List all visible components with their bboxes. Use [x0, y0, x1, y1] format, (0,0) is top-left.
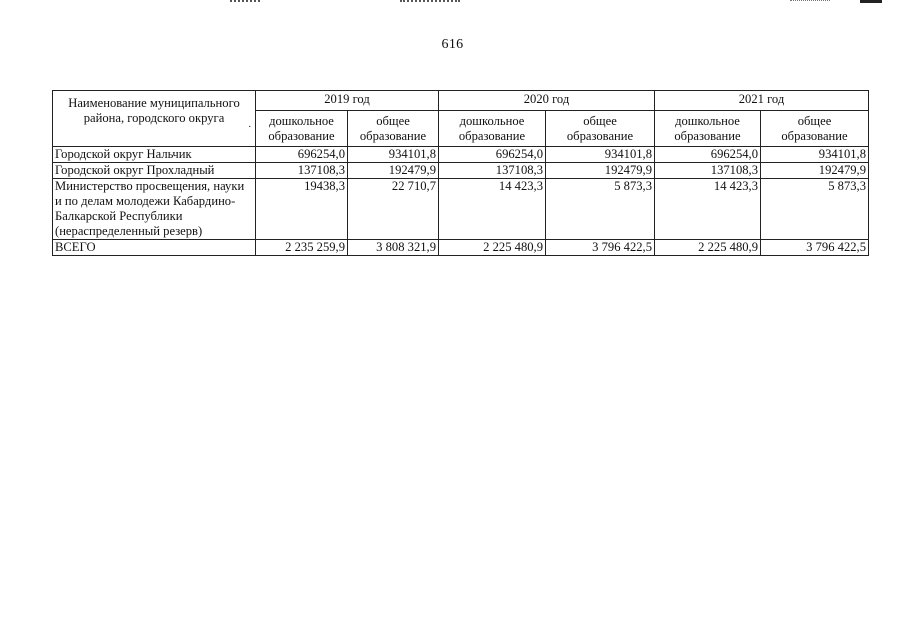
name-column-header-label: Наименование муниципального района, городского округа: [68, 96, 240, 125]
subheader-preschool: дошкольное образование: [256, 111, 348, 147]
name-column-header: [53, 91, 256, 147]
row-name: Городской округ Нальчик: [53, 147, 256, 163]
row-name: Министерство просвещения, науки и по делам молодежи Кабардино-Балкарской Республики (нераспределенный резерв): [53, 179, 256, 240]
table-header-row: [53, 91, 869, 111]
cell-value: 5 873,3: [546, 179, 655, 240]
cell-total: 2 225 480,9: [655, 240, 761, 256]
scan-artifact: [860, 0, 882, 3]
cell-value: 696254,0: [655, 147, 761, 163]
cell-value: 5 873,3: [761, 179, 869, 240]
cell-value: 137108,3: [655, 163, 761, 179]
subheader-preschool: дошкольное образование: [655, 111, 761, 147]
top-scan-artifacts: [0, 0, 905, 6]
cell-value: 192479,9: [761, 163, 869, 179]
subheader-general: общее образование: [348, 111, 439, 147]
cell-total: 3 808 321,9: [348, 240, 439, 256]
cell-value: 192479,9: [348, 163, 439, 179]
year-header-2019: 2019 год: [256, 91, 439, 111]
scan-artifact: [790, 0, 830, 2]
budget-table: [52, 90, 869, 256]
table-row: [53, 179, 869, 240]
cell-value: 14 423,3: [439, 179, 546, 240]
page-number: 616: [441, 37, 464, 52]
cell-total: 2 235 259,9: [256, 240, 348, 256]
cell-value: 137108,3: [439, 163, 546, 179]
subheader-general: общее образование: [761, 111, 869, 147]
cell-value: 934101,8: [761, 147, 869, 163]
cell-total: 3 796 422,5: [761, 240, 869, 256]
subheader-preschool: дошкольное образование: [439, 111, 546, 147]
cell-value: 192479,9: [546, 163, 655, 179]
year-header-2021: 2021 год: [655, 91, 869, 111]
subheader-general: общее образование: [546, 111, 655, 147]
cell-value: 934101,8: [546, 147, 655, 163]
row-name: Городской округ Прохладный: [53, 163, 256, 179]
scan-artifact: [400, 0, 460, 4]
cell-value: 22 710,7: [348, 179, 439, 240]
cell-value: 19438,3: [256, 179, 348, 240]
cell-total: 2 225 480,9: [439, 240, 546, 256]
cell-value: 14 423,3: [655, 179, 761, 240]
year-header-2020: 2020 год: [439, 91, 655, 111]
row-name-total: ВСЕГО: [53, 240, 256, 256]
table-total-row: [53, 240, 869, 256]
cell-value: 696254,0: [439, 147, 546, 163]
cell-value: 696254,0: [256, 147, 348, 163]
cell-total: 3 796 422,5: [546, 240, 655, 256]
table-row: [53, 147, 869, 163]
table-row: [53, 163, 869, 179]
scan-dot: .: [248, 119, 251, 130]
cell-value: 934101,8: [348, 147, 439, 163]
scan-artifact: [230, 0, 260, 4]
cell-value: 137108,3: [256, 163, 348, 179]
